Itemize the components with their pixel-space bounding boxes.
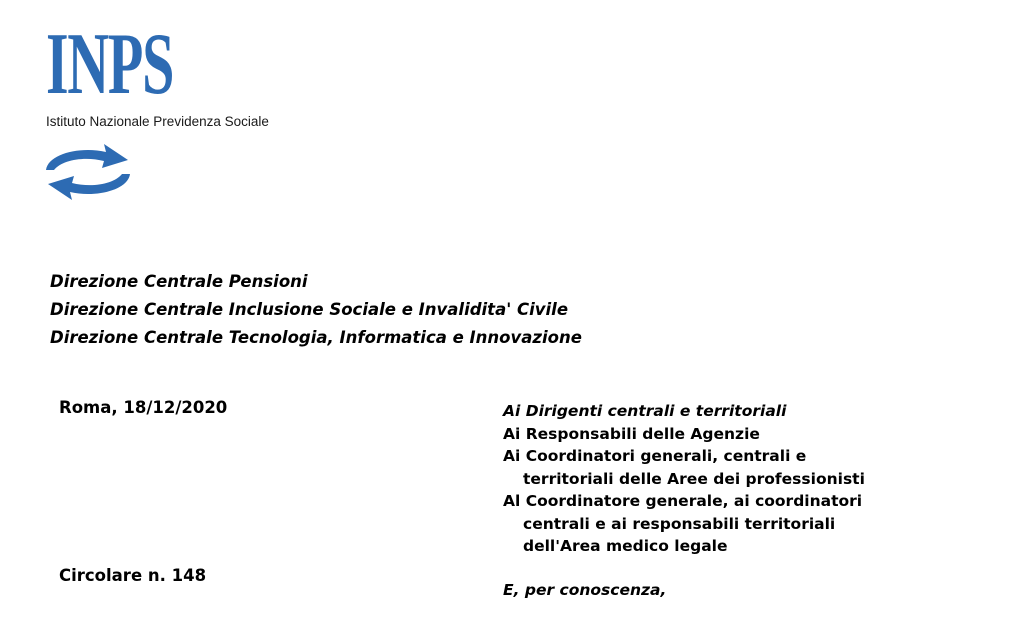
recipient-line: dell'Area medico legale — [523, 537, 728, 555]
recipients-list — [503, 400, 865, 558]
directorates-list — [50, 268, 582, 352]
logo-subtitle: Istituto Nazionale Previdenza Sociale — [46, 114, 269, 129]
recipient-line: territoriali delle Aree dei professionisti — [523, 469, 865, 488]
directorate-pensioni: Direzione Centrale Pensioni — [50, 272, 308, 291]
directorate-inclusione: Direzione Centrale Inclusione Sociale e Invalidita' Civile — [50, 300, 569, 319]
for-knowledge-label: E, per conoscenza, — [503, 581, 667, 599]
recipient-line: Ai Responsabili delle Agenzie — [503, 424, 760, 443]
inps-logo — [40, 18, 340, 208]
recipient-line: Ai Dirigenti centrali e territoriali — [503, 402, 787, 420]
logo-wordmark: INPS — [46, 16, 174, 113]
circular-number: Circolare n. 148 — [59, 566, 207, 585]
directorate-tecnologia: Direzione Centrale Tecnologia, Informatica e Innovazione — [50, 328, 582, 347]
circular-arrows-icon — [32, 140, 144, 204]
recipient-line: Al Coordinatore generale, ai coordinatori — [503, 492, 863, 510]
place-date: Roma, 18/12/2020 — [59, 398, 228, 417]
recipient-line: centrali e ai responsabili territoriali — [523, 514, 836, 533]
recipient-line: Ai Coordinatori generali, centrali e — [503, 447, 807, 465]
